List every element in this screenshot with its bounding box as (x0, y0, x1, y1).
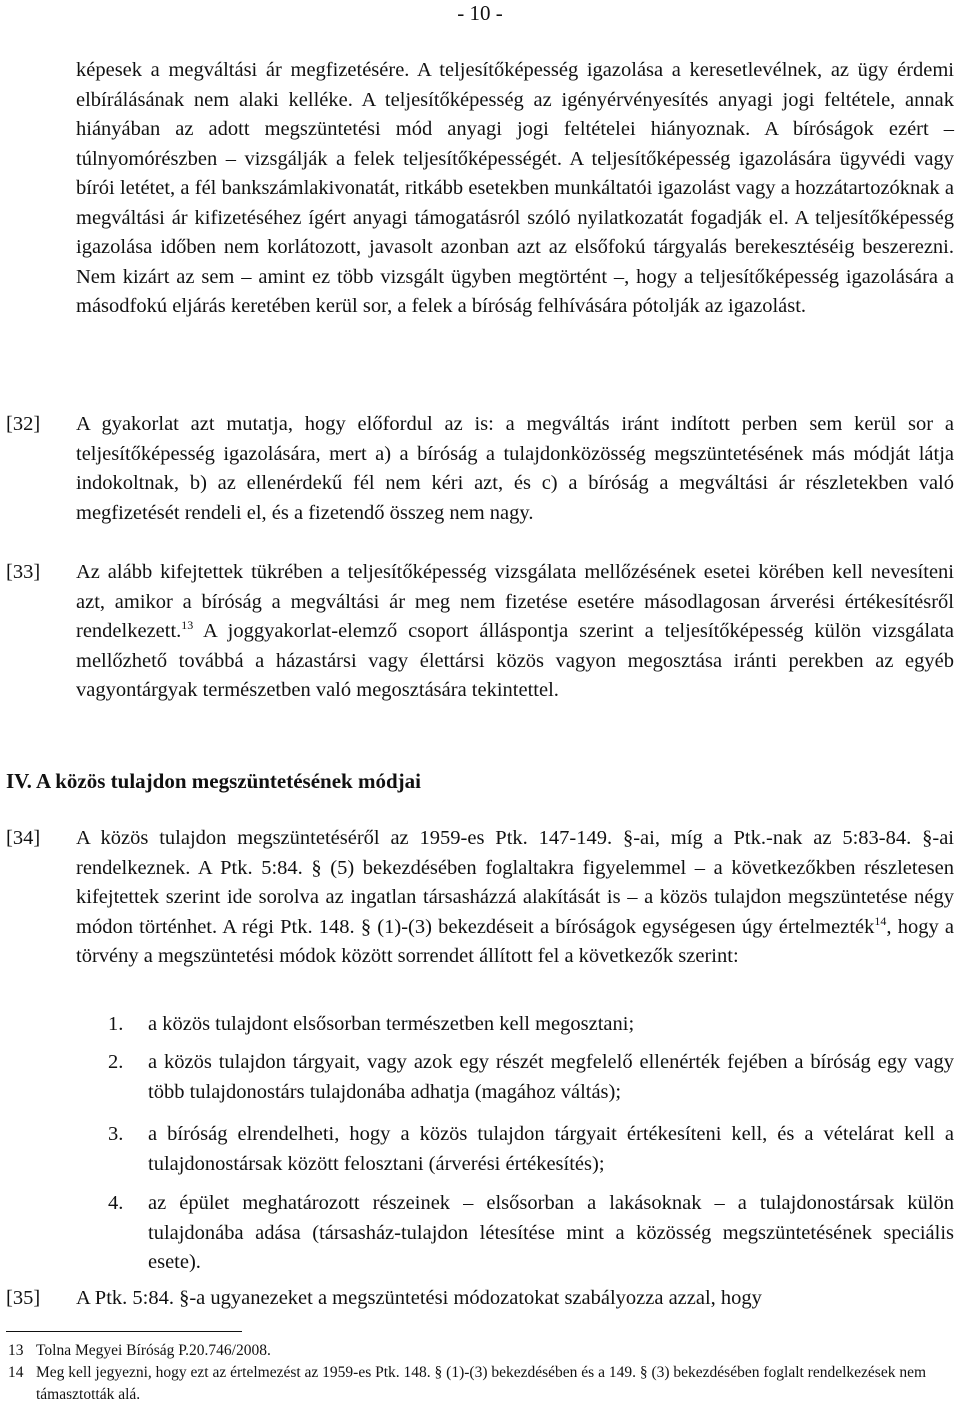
paragraph-35: A Ptk. 5:84. §-a ugyanezeket a megszüntetési módozatokat szabályozza azzal, hogy (76, 1287, 762, 1309)
footnote-text: Meg kell jegyezni, hogy ezt az értelmezést az 1959-es Ptk. 148. § (1)-(3) bekezdésében és a 149. § (3) bekezdésében foglalt rendelkezések nem támasztották alá. (36, 1364, 927, 1403)
list-item-number: 2. (108, 1051, 124, 1073)
footnote-text: Tolna Megyei Bíróság P.20.746/2008. (36, 1342, 271, 1359)
paragraph-33 (76, 558, 954, 706)
footnote-number: 14 (8, 1364, 24, 1381)
page-number: - 10 - (457, 1, 503, 25)
paragraph-34-text-a: A közös tulajdon megszüntetéséről az 1959-es Ptk. 147-149. §-ai, míg a Ptk.-nak az 5:83-84. §-ai rendelkeznek. A Ptk. 5:84. § (5) bekezdésében foglaltakra figyelemmel – a következőkben részletesen kifejtettek szerint ide sorolva az ingatlan társasházzá alakítását is – a közös tulajdon megszüntetése négy módon történhet. A régi Ptk. 148. § (1)-(3) bekezdéseit a bíróságok egységesen úgy értelmezték (76, 827, 954, 938)
paragraph-number-34: [34] (6, 827, 41, 849)
paragraph-number-32: [32] (6, 413, 41, 435)
list-item-text: az épület meghatározott részeinek – elsősorban a lakásoknak – a tulajdonostársak külön tulajdonába adása (társasház-tulajdon létesítése mint a közösség megszüntetésének speciális esete). (148, 1192, 954, 1273)
paragraph-33-text-b: A joggyakorlat-elemző csoport álláspontja szerint a teljesítőképesség külön vizsgálata mellőzhető továbbá a házastársi vagy élettársi közös vagyon megosztása iránti perekben az egyéb vagyontárgyak természetben való megosztására tekintettel. (76, 620, 954, 701)
footnote-ref-14[interactable]: 14 (874, 913, 887, 928)
list-item-number: 3. (108, 1123, 124, 1145)
paragraph-32: A gyakorlat azt mutatja, hogy előfordul az is: a megváltás iránt indított perben sem kerül sor a teljesítőképesség igazolására, mert a) a bíróság a tulajdonközösség megszüntetésének más módját látja indokoltnak, b) az ellenérdekű fél nem kéri azt, és c) a bíróság a megváltási ár részletekben való megfizetését rendeli el, és a fizetendő összeg nem nagy. (76, 413, 954, 524)
section-heading: IV. A közös tulajdon megszüntetésének módjai (6, 769, 421, 793)
footnote-number: 13 (8, 1342, 24, 1359)
paragraph-continuation: képesek a megváltási ár megfizetésére. A teljesítőképesség igazolása a keresetlevélnek, az ügy érdemi elbírálásának nem alaki kelléke. A teljesítőképesség az igényérvényesítés anyagi jogi feltétele, annak hiányában az adott megszüntetési mód anyagi jogi feltételei hiányoznak. A bíróságok ezért – túlnyomórészben – vizsgálják a felek teljesítőképességét. A teljesítőképesség igazolására ügyvédi vagy bírói letétet, a fél bankszámlakivonatát, ritkább esetekben munkáltatói igazolást vagy a hozzátartozóknak a megváltási ár kifizetéséhez ígért anyagi támogatásról szóló nyilatkozatát fogadják el. A teljesítőképesség igazolása időben nem korlátozott, javasolt azonban azt az elsőfokú tárgyalás berekesztéséig beszerezni. Nem kizárt az sem – amint ez több vizsgált ügyben megtörtént –, hogy a teljesítőképesség igazolására a másodfokú eljárás keretében kerül sor, a felek a bíróság felhívására pótolják az igazolást. (76, 59, 954, 317)
paragraph-number-35: [35] (6, 1287, 41, 1309)
paragraph-number-33: [33] (6, 561, 41, 583)
list-item-number: 1. (108, 1013, 124, 1035)
footnote-ref-13[interactable]: 13 (181, 618, 194, 633)
list-item-text: a bíróság elrendelheti, hogy a közös tulajdon tárgyait értékesíteni kell, és a vételárat kell a tulajdonostársak között felosztani (árverési értékesítés); (148, 1123, 954, 1175)
paragraph-34-text-b: , hogy a törvény a megszüntetési módok között sorrendet állított fel a következők szerint: (76, 915, 954, 967)
footnote-separator (6, 1331, 242, 1332)
list-item-text: a közös tulajdon tárgyait, vagy azok egy részét megfelelő ellenérték fejében a bíróság egy vagy több tulajdonostárs tulajdonába adhatja (magához váltás); (148, 1051, 954, 1103)
paragraph-34 (76, 824, 954, 972)
list-item-text: a közös tulajdont elsősorban természetben kell megosztani; (148, 1013, 635, 1035)
paragraph-33-text-a: Az alább kifejtettek tükrében a teljesítőképesség vizsgálata mellőzésének esetei körében kell nevesíteni azt, amikor a bíróság a megváltási ár meg nem fizetése esetére másodlagosan árverési értékesítésről rendelkezett. (76, 561, 954, 642)
list-item-number: 4. (108, 1192, 124, 1214)
